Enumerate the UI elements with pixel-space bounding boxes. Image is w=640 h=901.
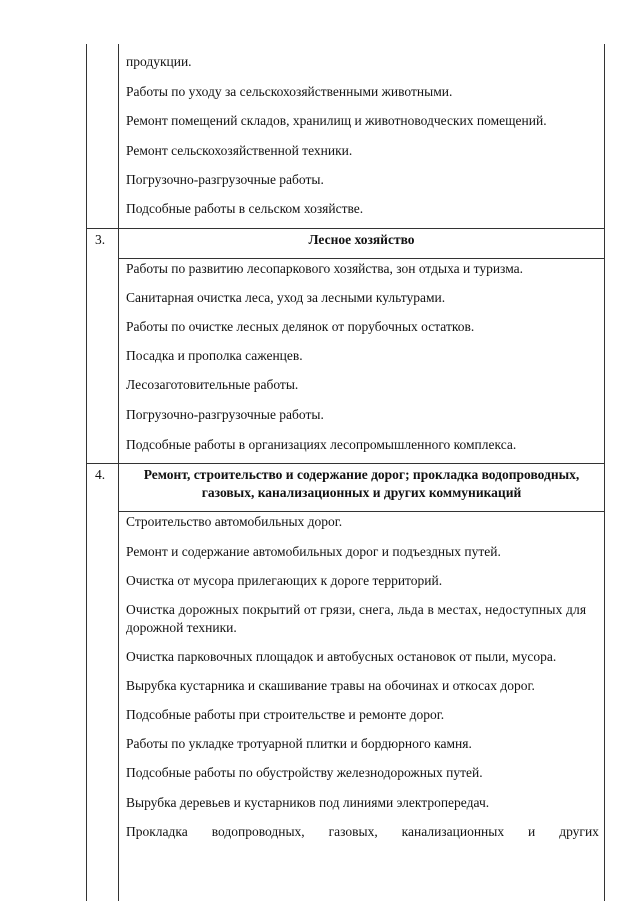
- header-divider: [118, 511, 605, 512]
- word: водопроводных,: [211, 824, 305, 839]
- list-item: Санитарная очистка леса, уход за лесными культурами.: [126, 290, 446, 305]
- list-item: Погрузочно-разгрузочные работы.: [126, 407, 324, 422]
- list-item: Лесозаготовительные работы.: [126, 377, 299, 392]
- list-item: Подсобные работы в организациях лесопромышленного комплекса.: [126, 437, 517, 452]
- list-item: Погрузочно-разгрузочные работы.: [126, 172, 324, 187]
- list-item: Очистка дорожных покрытий от грязи, снега, льда в местах, недоступных для: [126, 602, 587, 617]
- list-item: Работы по укладке тротуарной плитки и бордюрного камня.: [126, 736, 472, 751]
- list-item: Работы по уходу за сельскохозяйственными животными.: [126, 84, 453, 99]
- word: Прокладка: [126, 824, 188, 839]
- list-item: Подсобные работы по обустройству железнодорожных путей.: [126, 765, 483, 780]
- list-item: Ремонт и содержание автомобильных дорог и подъездных путей.: [126, 544, 501, 559]
- word: канализационных: [401, 824, 505, 839]
- list-item: Работы по очистке лесных делянок от порубочных остатков.: [126, 319, 475, 334]
- table-border-left: [86, 44, 87, 901]
- list-item: Вырубка деревьев и кустарников под линиями электропередач.: [126, 795, 490, 810]
- header-divider: [118, 258, 605, 259]
- row-divider: [86, 228, 605, 229]
- list-item: Очистка парковочных площадок и автобусных остановок от пыли, мусора.: [126, 649, 557, 664]
- list-item: Вырубка кустарника и скашивание травы на обочинах и откосах дорог.: [126, 678, 535, 693]
- section-header-line-1: Ремонт, строительство и содержание дорог; прокладка водопроводных,: [143, 467, 580, 482]
- word: и: [528, 824, 536, 839]
- list-item: Ремонт помещений складов, хранилищ и животноводческих помещений.: [126, 113, 547, 128]
- section-header-line-2: газовых, канализационных и других коммуникаций: [201, 485, 522, 500]
- list-item: Посадка и прополка саженцев.: [126, 348, 303, 363]
- section-number: 3.: [95, 232, 106, 247]
- section-number: 4.: [95, 467, 106, 482]
- section-header: Лесное хозяйство: [308, 232, 415, 247]
- list-item: продукции.: [126, 54, 192, 69]
- row-divider: [86, 463, 605, 464]
- list-item: Подсобные работы при строительстве и ремонте дорог.: [126, 707, 445, 722]
- word: газовых,: [328, 824, 378, 839]
- list-item: Ремонт сельскохозяйственной техники.: [126, 143, 353, 158]
- list-item-continuation: дорожной техники.: [126, 620, 237, 635]
- word: других: [559, 824, 599, 839]
- list-item: Строительство автомобильных дорог.: [126, 514, 343, 529]
- list-item: Очистка от мусора прилегающих к дороге территорий.: [126, 573, 443, 588]
- list-item: Подсобные работы в сельском хозяйстве.: [126, 201, 364, 216]
- list-item: Работы по развитию лесопаркового хозяйства, зон отдыха и туризма.: [126, 261, 524, 276]
- list-item-justified: [126, 823, 599, 840]
